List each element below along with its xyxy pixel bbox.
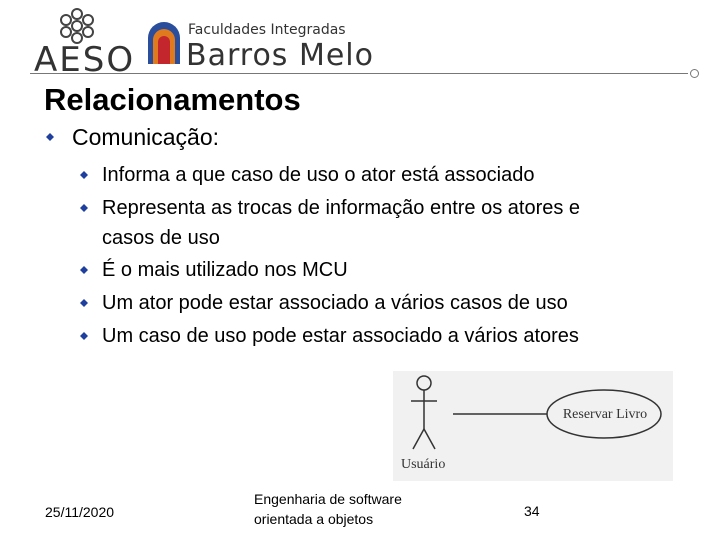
bullet-text bbox=[102, 160, 682, 190]
bullet-text bbox=[102, 255, 682, 285]
bullet-text-line: casos de uso bbox=[102, 227, 220, 249]
diamond-bullet-icon bbox=[80, 332, 88, 340]
bullet-text-line: Informa a que caso de uso o ator está associado bbox=[102, 164, 535, 186]
bullet-text-line: Um ator pode estar associado a vários casos de uso bbox=[102, 292, 568, 314]
header-logos bbox=[28, 6, 388, 80]
institution-name-line1: Faculdades Integradas bbox=[188, 22, 346, 38]
diamond-bullet-icon bbox=[46, 133, 54, 141]
header-divider-end bbox=[690, 69, 699, 78]
footer-course-name bbox=[254, 489, 464, 529]
footer-course-line2: orientada a objetos bbox=[254, 511, 374, 527]
footer-course-line1: Engenharia de software bbox=[254, 491, 402, 507]
bullet-text-line: Um caso de uso pode estar associado a vários atores bbox=[102, 325, 579, 347]
slide-title: Relacionamentos bbox=[44, 82, 301, 117]
bullet-text bbox=[102, 288, 682, 318]
bullet-text bbox=[102, 193, 682, 253]
bullet-text-line: É o mais utilizado nos MCU bbox=[102, 259, 348, 281]
actor-head bbox=[417, 376, 431, 390]
page-number: 34 bbox=[524, 503, 540, 519]
diamond-bullet-icon bbox=[80, 171, 88, 179]
bullet-level1-text: Comunicação: bbox=[72, 124, 220, 150]
barros-melo-logo-icon bbox=[144, 20, 184, 64]
bullet-text-line: Representa as trocas de informação entre os atores e bbox=[102, 197, 581, 219]
actor-label: Usuário bbox=[401, 457, 446, 472]
actor-right-leg bbox=[424, 429, 435, 449]
footer-date: 25/11/2020 bbox=[45, 504, 115, 520]
diamond-bullet-icon bbox=[80, 204, 88, 212]
institution-name-line2: Barros Melo bbox=[186, 38, 374, 73]
diamond-bullet-icon bbox=[80, 299, 88, 307]
bullet-text bbox=[102, 321, 682, 351]
diamond-bullet-icon bbox=[80, 266, 88, 274]
use-case-diagram bbox=[393, 371, 673, 481]
aeso-logo-text: AESO bbox=[34, 40, 136, 80]
use-case-label: Reservar Livro bbox=[562, 407, 648, 422]
actor-left-leg bbox=[413, 429, 424, 449]
header-divider bbox=[30, 73, 688, 74]
